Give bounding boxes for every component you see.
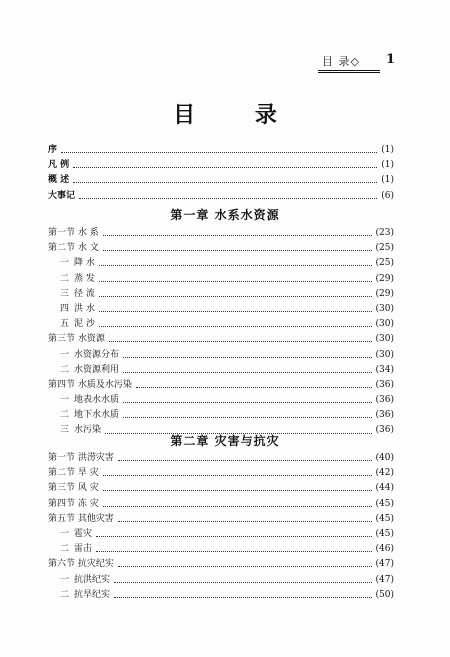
toc-entry-text: 地表水水质 (74, 395, 120, 406)
toc-entry-text: 泥 沙 (74, 319, 95, 330)
toc-entry-page: (30) (375, 303, 394, 314)
toc-entry-label (48, 527, 94, 542)
header-rule (318, 70, 380, 71)
toc-entry[interactable] (48, 408, 394, 423)
toc-entry-text: 抗旱纪实 (74, 589, 111, 600)
toc-entry[interactable] (48, 363, 394, 378)
chapter-entries (48, 226, 394, 439)
toc-entry-number: 三 (60, 425, 70, 436)
dot-leader (123, 372, 372, 373)
dot-leader (118, 566, 372, 567)
dot-leader (103, 475, 372, 476)
toc-entry[interactable] (48, 393, 394, 408)
toc-entry-text: 雷击 (74, 544, 93, 555)
toc-entry-page: (45) (375, 528, 394, 539)
toc-entry[interactable] (48, 256, 394, 271)
toc-entry-number: 一 (60, 395, 70, 406)
toc-entry-label (48, 302, 97, 317)
page-title: 目 录 (173, 102, 303, 128)
toc-entry-page: (47) (375, 574, 394, 585)
toc-entry-page: (36) (375, 410, 394, 421)
toc-entry-text: 水污染 (74, 425, 102, 436)
toc-entry-text: 蒸 发 (74, 273, 95, 284)
toc-entry-label (48, 408, 121, 423)
toc-entry-page: (29) (375, 273, 394, 284)
toc-entry-label: 第五节 其他灾害 (48, 513, 114, 524)
toc-entry-page: (45) (375, 513, 394, 524)
dot-leader (79, 198, 377, 199)
dot-leader (103, 235, 372, 236)
toc-entry-page: (30) (375, 349, 394, 360)
toc-entry-page: (1) (381, 145, 394, 155)
toc-entry[interactable] (48, 481, 394, 496)
toc-entry-label: 凡 例 (48, 160, 70, 171)
dot-leader (118, 521, 372, 522)
toc-entry-number: 二 (60, 589, 70, 600)
toc-entry[interactable] (48, 158, 394, 173)
toc-entry-label (48, 287, 97, 302)
toc-entry[interactable] (48, 173, 394, 188)
dot-leader (99, 265, 372, 266)
toc-entry[interactable] (48, 451, 394, 466)
toc-entry-page: (40) (375, 453, 394, 463)
dot-leader (96, 551, 372, 552)
chapter-heading: 第二章 灾害与抗灾 (170, 434, 280, 448)
toc-entry-page: (42) (375, 468, 394, 479)
toc-entry-label (48, 542, 94, 557)
toc-entry-label: 第二节 水 文 (48, 243, 99, 254)
toc-entry-page: (46) (375, 544, 394, 555)
toc-entry-label: 第二节 旱 灾 (48, 468, 99, 479)
toc-entry-text: 水资源利用 (74, 364, 120, 375)
toc-entry-number: 一 (60, 528, 70, 539)
toc-entry-page: (6) (381, 190, 394, 201)
header-rule-secondary (318, 72, 380, 73)
running-header-title: 目 录◇ (322, 55, 360, 68)
toc-entry-label: 序 (48, 145, 58, 155)
toc-entry-number: 一 (60, 574, 70, 585)
toc-entry-label: 第四节 水质及水污染 (48, 379, 132, 390)
toc-entry-label: 第三节 水资源 (48, 334, 105, 345)
toc-entry-label: 第一节 水 系 (48, 228, 99, 238)
toc-entry[interactable] (48, 573, 394, 588)
toc-entry-page: (25) (375, 243, 394, 254)
toc-entry-page: (30) (375, 334, 394, 345)
toc-entry[interactable] (48, 527, 394, 542)
toc-entry-page: (29) (375, 288, 394, 299)
toc-entry-number: 二 (60, 544, 70, 555)
toc-entry[interactable] (48, 588, 394, 603)
dot-leader (123, 402, 372, 403)
toc-entry-label (48, 363, 121, 378)
toc-entry[interactable] (48, 317, 394, 332)
toc-entry-number: 四 (60, 303, 70, 314)
toc-entry[interactable] (48, 272, 394, 287)
toc-entry-page: (30) (375, 319, 394, 330)
toc-entry-page: (25) (375, 258, 394, 269)
toc-entry-text: 降 水 (74, 258, 95, 269)
chapter-heading: 第一章 水系水资源 (170, 208, 280, 222)
toc-entry-label (48, 272, 97, 287)
toc-entry[interactable] (48, 302, 394, 317)
toc-entry-page: (44) (375, 483, 394, 494)
toc-entry-label (48, 256, 97, 271)
toc-entry-page: (45) (375, 498, 394, 509)
toc-entry-number: 三 (60, 288, 70, 299)
toc-entry-number: 一 (60, 258, 70, 269)
dot-leader (114, 597, 372, 598)
toc-entry-number: 五 (60, 319, 70, 330)
dot-leader (99, 281, 372, 282)
toc-entry-label (48, 393, 121, 408)
page-number: 1 (386, 52, 396, 67)
toc-entry-page: (50) (375, 589, 394, 600)
toc-entry-label (48, 573, 112, 588)
toc-entry-number: 二 (60, 273, 70, 284)
toc-entry[interactable] (48, 378, 394, 393)
dot-leader (73, 182, 377, 183)
toc-entry-page: (23) (375, 228, 394, 238)
toc-entry-label: 第一节 洪涝灾害 (48, 453, 114, 463)
toc-entry-page: (36) (375, 395, 394, 406)
dot-leader (136, 387, 372, 388)
dot-leader (118, 460, 372, 461)
toc-entry[interactable] (48, 143, 394, 158)
dot-leader (61, 152, 377, 153)
toc-entry-text: 雹灾 (74, 528, 93, 539)
toc-entry[interactable] (48, 287, 394, 302)
dot-leader (114, 582, 372, 583)
toc-entry[interactable] (48, 226, 394, 241)
toc-entry-label (48, 317, 97, 332)
toc-entry[interactable] (48, 466, 394, 481)
toc-entry-page: (1) (381, 160, 394, 171)
toc-entry-page: (1) (381, 175, 394, 186)
toc-entry-page: (34) (375, 364, 394, 375)
toc-entry-page: (36) (375, 425, 394, 436)
toc-entry-label: 大事记 (48, 190, 76, 201)
toc-entry-page: (36) (375, 379, 394, 390)
toc-entry-number: 二 (60, 410, 70, 421)
dot-leader (96, 536, 372, 537)
dot-leader (123, 417, 372, 418)
toc-entry-text: 径 流 (74, 288, 95, 299)
front-matter-list (48, 143, 394, 204)
toc-entry[interactable] (48, 497, 394, 512)
toc-entry-label: 第四节 冻 灾 (48, 498, 99, 509)
toc-entry-label: 第六节 抗灾纪实 (48, 559, 114, 570)
toc-entry-label: 概 述 (48, 175, 70, 186)
toc-entry-label (48, 348, 121, 363)
running-header (300, 50, 404, 70)
toc-entry-text: 水资源分布 (74, 349, 120, 360)
toc-entry-label: 第三节 风 灾 (48, 483, 99, 494)
dot-leader (103, 490, 372, 491)
dot-leader (103, 506, 372, 507)
toc-entry-number: 一 (60, 349, 70, 360)
toc-entry-text: 地下水水质 (74, 410, 120, 421)
dot-leader (103, 250, 372, 251)
dot-leader (99, 296, 372, 297)
toc-entry-page: (47) (375, 559, 394, 570)
toc-entry-number: 二 (60, 364, 70, 375)
toc-entry[interactable] (48, 348, 394, 363)
toc-entry[interactable] (48, 557, 394, 572)
dot-leader (123, 357, 372, 358)
dot-leader (99, 311, 372, 312)
toc-entry[interactable] (48, 512, 394, 527)
dot-leader (109, 341, 372, 342)
toc-entry-text: 抗洪纪实 (74, 574, 111, 585)
toc-entry[interactable] (48, 542, 394, 557)
dot-leader (99, 326, 372, 327)
chapter-entries (48, 451, 394, 603)
toc-entry[interactable] (48, 189, 394, 204)
toc-entry-text: 洪 水 (74, 303, 95, 314)
toc-entry[interactable] (48, 241, 394, 256)
toc-entry-label (48, 588, 112, 603)
toc-entry[interactable] (48, 332, 394, 347)
dot-leader (73, 167, 377, 168)
